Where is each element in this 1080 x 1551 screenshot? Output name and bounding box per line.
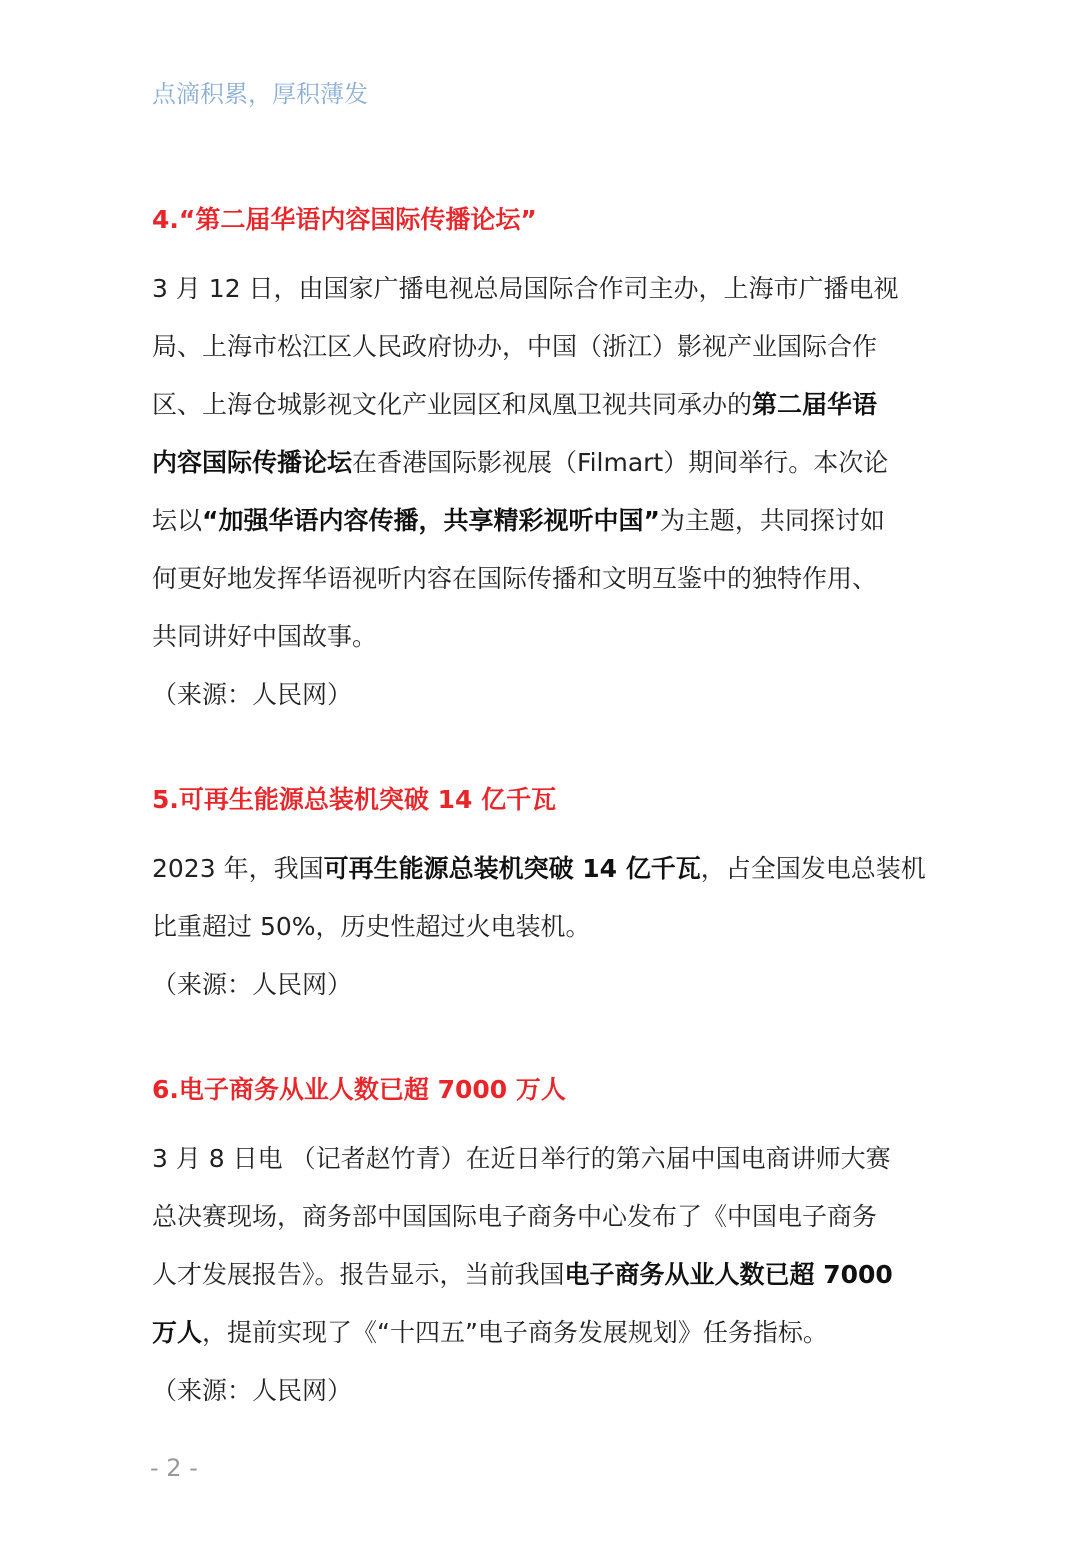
paragraph-line bbox=[152, 318, 932, 376]
paragraph-line bbox=[152, 1246, 932, 1304]
paragraph-line bbox=[152, 376, 932, 434]
news-item-5 bbox=[152, 780, 932, 1014]
news-item-source: （来源：人民网） bbox=[152, 680, 353, 709]
text-segment: ，占全国发电总装机 bbox=[700, 854, 926, 883]
news-item-body bbox=[152, 260, 932, 666]
header-slogan: 点滴积累，厚积薄发 bbox=[152, 80, 368, 108]
news-item-source: （来源：人民网） bbox=[152, 1376, 353, 1405]
paragraph-line bbox=[152, 840, 932, 898]
text-segment: 在香港国际影视展（Filmart）期间举行。本次论 bbox=[352, 448, 889, 477]
paragraph-line bbox=[152, 608, 932, 666]
news-item-title: 6.电子商务从业人数已超 7000 万人 bbox=[152, 1075, 566, 1104]
paragraph-line bbox=[152, 260, 932, 318]
text-segment: 总决赛现场，商务部中国国际电子商务中心发布了《中国电子商务 bbox=[152, 1202, 878, 1231]
text-segment: ，提前实现了《“十四五”电子商务发展规划》任务指标。 bbox=[202, 1318, 828, 1347]
paragraph-line bbox=[152, 898, 932, 956]
paragraph-line bbox=[152, 550, 932, 608]
news-item-4 bbox=[152, 200, 932, 724]
text-segment: 3 月 12 日，由国家广播电视总局国际合作司主办，上海市广播电视 bbox=[152, 274, 899, 303]
text-segment: 人才发展报告》。报告显示，当前我国 bbox=[152, 1260, 565, 1289]
text-segment: 为主题，共同探讨如 bbox=[659, 506, 885, 535]
bold-text: 电子商务从业人数已超 7000 bbox=[564, 1260, 893, 1289]
news-item-6 bbox=[152, 1070, 932, 1420]
news-item-body bbox=[152, 840, 932, 956]
bold-text: 第二届华语 bbox=[752, 390, 878, 419]
text-segment: 共同讲好中国故事。 bbox=[152, 622, 378, 651]
text-segment: 坛以 bbox=[152, 506, 203, 535]
paragraph-line bbox=[152, 1304, 932, 1362]
bold-text: “加强华语内容传播，共享精彩视听中国” bbox=[202, 506, 660, 535]
bold-text: 万人 bbox=[152, 1318, 203, 1347]
text-segment: 3 月 8 日电 （记者赵竹青）在近日举行的第六届中国电商讲师大赛 bbox=[152, 1144, 891, 1173]
news-item-title: 5.可再生能源总装机突破 14 亿千瓦 bbox=[152, 785, 557, 814]
news-item-source: （来源：人民网） bbox=[152, 970, 353, 999]
bold-text: 可再生能源总装机突破 14 亿千瓦 bbox=[323, 854, 701, 883]
text-segment: 何更好地发挥华语视听内容在国际传播和文明互鉴中的独特作用、 bbox=[152, 564, 878, 593]
news-item-title: 4.“第二届华语内容国际传播论坛” bbox=[152, 205, 537, 234]
text-segment: 2023 年，我国 bbox=[152, 854, 324, 883]
paragraph-line bbox=[152, 1130, 932, 1188]
paragraph-line bbox=[152, 492, 932, 550]
paragraph-line bbox=[152, 1188, 932, 1246]
text-segment: 局、上海市松江区人民政府协办，中国（浙江）影视产业国际合作 bbox=[152, 332, 878, 361]
news-item-body bbox=[152, 1130, 932, 1362]
text-segment: 比重超过 50%，历史性超过火电装机。 bbox=[152, 912, 591, 941]
paragraph-line bbox=[152, 434, 932, 492]
bold-text: 内容国际传播论坛 bbox=[152, 448, 353, 477]
text-segment: 区、上海仓城影视文化产业园区和凤凰卫视共同承办的 bbox=[152, 390, 753, 419]
page-number: - 2 - bbox=[150, 1454, 198, 1482]
